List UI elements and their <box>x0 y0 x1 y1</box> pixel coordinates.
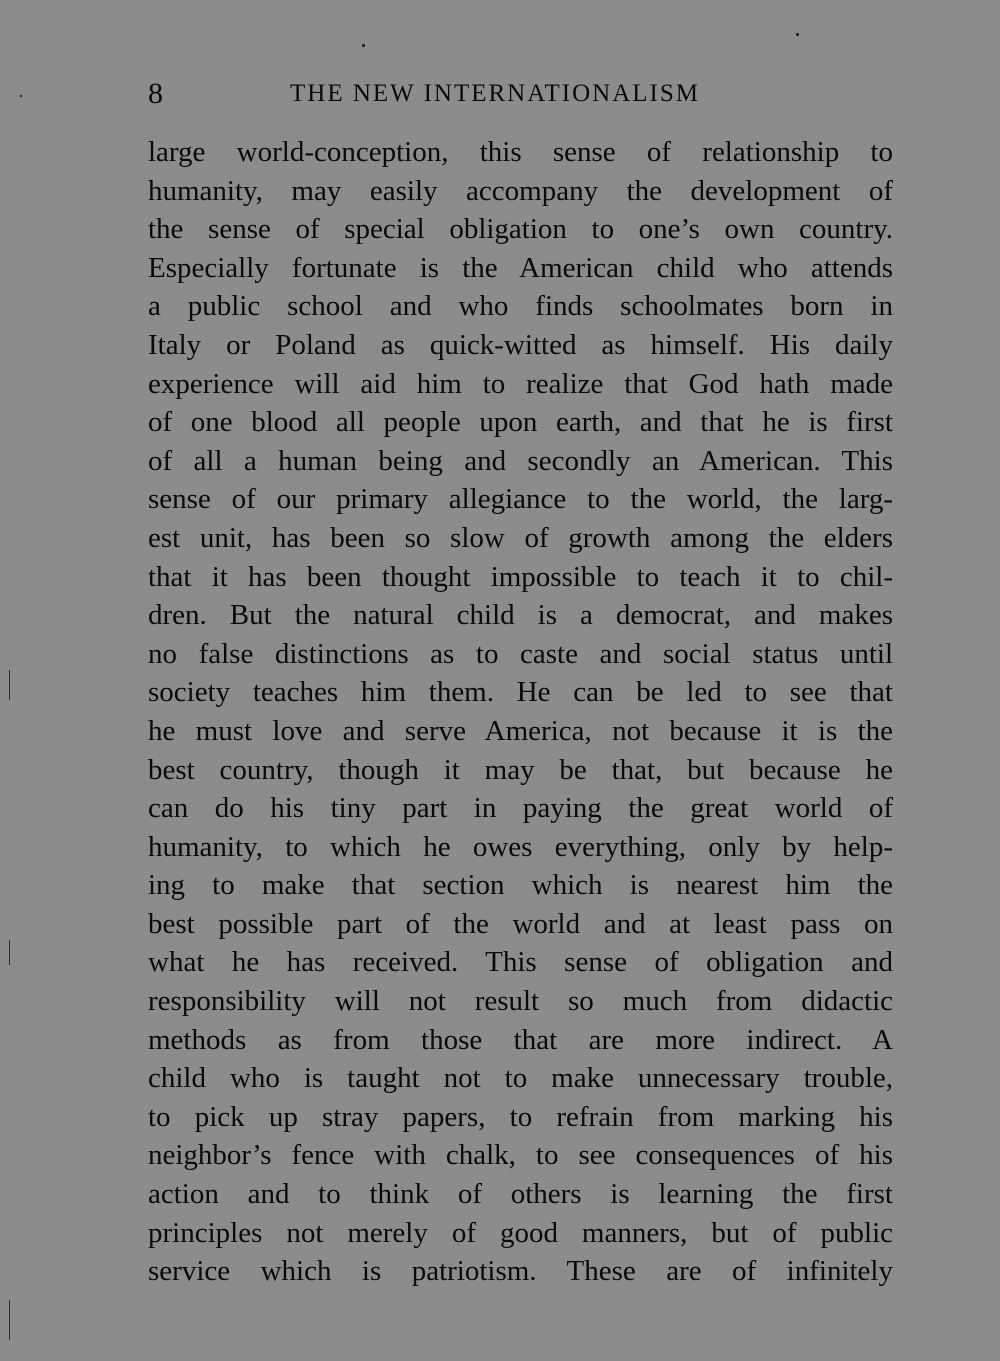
text-line: experience will aid him to realize that God hath made <box>148 367 893 400</box>
text-line: child who is taught not to make unnecessary trouble, <box>148 1062 893 1095</box>
text-line: Especially fortunate is the American child who attends <box>148 251 893 284</box>
page-number: 8 <box>148 77 163 110</box>
scan-edge-mark <box>9 670 10 700</box>
scan-speck <box>796 33 799 36</box>
text-line: society teaches him them. He can be led to see that <box>148 676 893 709</box>
text-line: large world-conception, this sense of relationship to <box>148 136 893 168</box>
text-line: principles not merely of good manners, but of public <box>148 1216 893 1249</box>
running-title: THE NEW INTERNATIONALISM <box>290 80 700 107</box>
scan-speck <box>362 44 365 47</box>
text-line: dren. But the natural child is a democrat, and makes <box>148 599 893 632</box>
text-line: methods as from those that are more indirect. A <box>148 1023 893 1056</box>
text-line: neighbor’s fence with chalk, to see consequences of his <box>148 1139 893 1172</box>
text-line: that it has been thought impossible to teach it to chil- <box>148 560 893 593</box>
text-line: Italy or Poland as quick-witted as himself. His daily <box>148 328 893 361</box>
text-line: the sense of special obligation to one’s own country. <box>148 213 893 246</box>
text-line: humanity, may easily accompany the development of <box>148 174 893 207</box>
text-line: can do his tiny part in paying the great world of <box>148 792 893 825</box>
text-line: action and to think of others is learning the first <box>148 1178 893 1211</box>
text-line: he must love and serve America, not because it is the <box>148 714 893 747</box>
text-line: est unit, has been so slow of growth among the elders <box>148 521 893 554</box>
text-line: best country, though it may be that, but because he <box>148 753 893 786</box>
text-line: responsibility will not result so much from didactic <box>148 985 893 1018</box>
text-line: of all a human being and secondly an American. This <box>148 444 893 477</box>
text-line: of one blood all people upon earth, and that he is first <box>148 406 893 439</box>
scan-edge-mark <box>9 1300 10 1340</box>
running-head <box>148 76 893 112</box>
scan-speck <box>20 95 22 97</box>
text-line: a public school and who finds schoolmates born in <box>148 290 893 323</box>
text-line: what he has received. This sense of obligation and <box>148 946 893 979</box>
text-line: to pick up stray papers, to refrain from marking his <box>148 1100 893 1133</box>
text-line: sense of our primary allegiance to the world, the larg- <box>148 483 893 516</box>
text-line: humanity, to which he owes everything, only by help- <box>148 830 893 863</box>
body-text <box>148 133 893 1291</box>
text-line: best possible part of the world and at least pass on <box>148 907 893 940</box>
text-line: no false distinctions as to caste and social status until <box>148 637 893 670</box>
text-line: service which is patriotism. These are of infinitely <box>148 1255 893 1288</box>
scan-edge-mark <box>9 940 10 965</box>
text-line: ing to make that section which is nearest him the <box>148 869 893 902</box>
